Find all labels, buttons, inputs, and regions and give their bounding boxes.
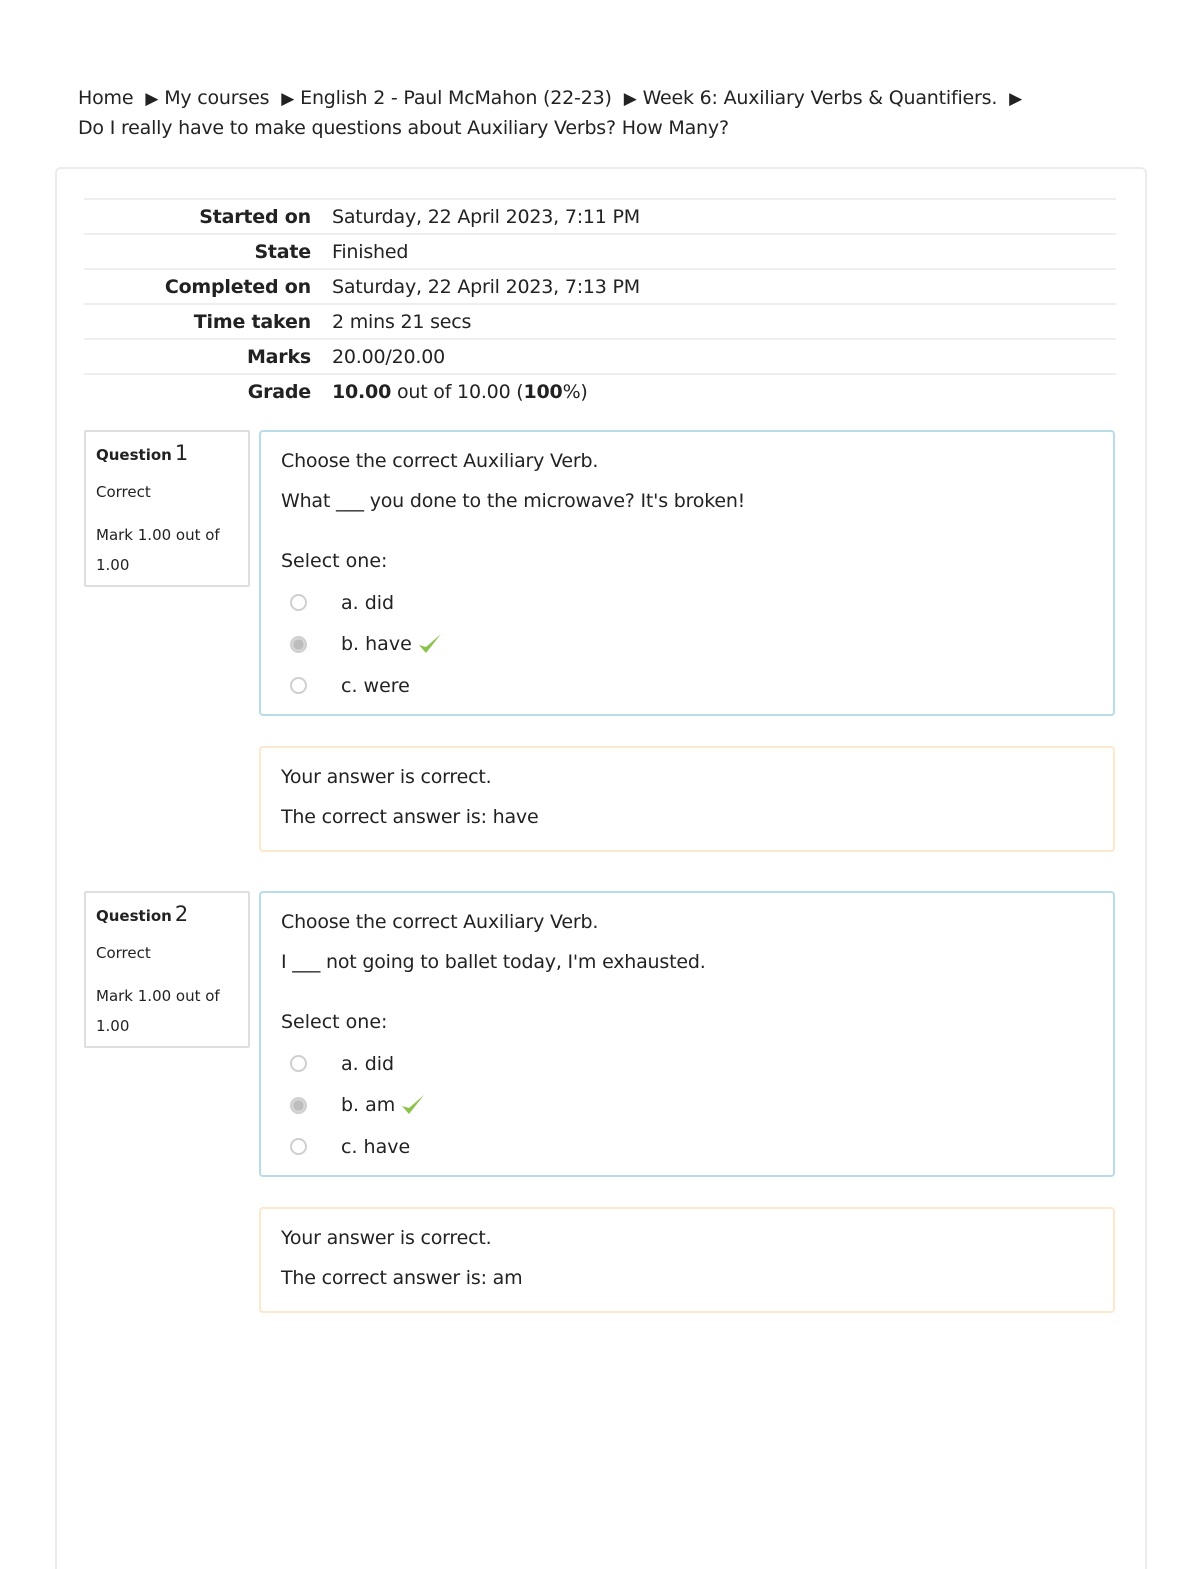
breadcrumb-my-courses-link[interactable]: My courses (164, 87, 270, 109)
breadcrumb-home-link[interactable]: Home (78, 87, 134, 109)
summary-row-grade (84, 373, 1116, 408)
summary-value: 20.00/20.00 (332, 345, 445, 368)
answer-prompt: Select one: (281, 1011, 388, 1033)
check-icon (417, 632, 443, 656)
radio-button[interactable] (290, 594, 307, 611)
radio-button[interactable] (290, 1138, 307, 1155)
summary-value: Saturday, 22 April 2023, 7:11 PM (332, 205, 640, 228)
summary-value (311, 381, 588, 403)
question-number-value: 1 (174, 441, 189, 465)
question-number (96, 903, 238, 927)
question-formulation (259, 891, 1115, 1177)
question-instruction: Choose the correct Auxiliary Verb. (281, 450, 599, 472)
question-info-box (84, 430, 250, 587)
summary-row-time-taken (84, 303, 1116, 338)
breadcrumb-current-page[interactable]: Do I really have to make questions about Auxiliary Verbs? How Many? (78, 117, 729, 139)
summary-label: Grade (247, 380, 311, 403)
summary-row-completed-on (84, 268, 1116, 303)
answer-options (281, 582, 1093, 707)
radio-button[interactable] (290, 1055, 307, 1072)
answer-prompt: Select one: (281, 550, 388, 572)
feedback-correct-answer: The correct answer is: am (281, 1267, 523, 1289)
question-label: Question (96, 907, 172, 925)
answer-option[interactable] (281, 1126, 1093, 1168)
radio-button-checked[interactable] (290, 636, 307, 653)
breadcrumb-separator-icon: ▶ (623, 89, 637, 109)
summary-row-state (84, 233, 1116, 268)
question-state: Correct (96, 944, 151, 962)
answer-options (281, 1043, 1093, 1168)
breadcrumb-separator-icon: ▶ (145, 89, 159, 109)
question-text: What ___ you done to the microwave? It's broken! (281, 490, 746, 512)
feedback-status: Your answer is correct. (281, 766, 492, 788)
grade-suffix: %) (562, 380, 588, 403)
summary-value: Saturday, 22 April 2023, 7:13 PM (332, 275, 640, 298)
answer-option-label: b. have (341, 633, 412, 656)
question-feedback (259, 1207, 1115, 1313)
answer-option[interactable] (281, 665, 1093, 707)
feedback-correct-answer: The correct answer is: have (281, 806, 539, 828)
question-grade: Mark 1.00 out of 1.00 (96, 987, 220, 1035)
grade-out-of: out of 10.00 ( (396, 380, 524, 403)
feedback-status: Your answer is correct. (281, 1227, 492, 1249)
breadcrumb (78, 84, 1138, 143)
summary-value: 2 mins 21 secs (332, 310, 472, 333)
question-grade: Mark 1.00 out of 1.00 (96, 526, 220, 574)
answer-option-label: a. did (341, 591, 395, 614)
breadcrumb-course-link[interactable]: English 2 - Paul McMahon (22-23) (300, 87, 612, 109)
summary-value: Finished (332, 240, 409, 263)
answer-option-selected[interactable] (281, 1085, 1093, 1127)
check-icon (400, 1093, 426, 1117)
answer-option-label: a. did (341, 1052, 395, 1075)
summary-label: State (254, 240, 311, 263)
summary-row-started-on (84, 198, 1116, 233)
quiz-summary-table (84, 198, 1116, 408)
breadcrumb-week-link[interactable]: Week 6: Auxiliary Verbs & Quantifiers. (642, 87, 998, 109)
question-feedback (259, 746, 1115, 852)
grade-percent: 100 (523, 380, 563, 403)
question-text: I ___ not going to ballet today, I'm exhausted. (281, 951, 706, 973)
answer-option[interactable] (281, 1043, 1093, 1085)
radio-button-checked[interactable] (290, 1097, 307, 1114)
breadcrumb-separator-icon: ▶ (281, 89, 295, 109)
summary-label: Completed on (164, 275, 311, 298)
breadcrumb-separator-icon: ▶ (1009, 89, 1023, 109)
question-info-box (84, 891, 250, 1048)
question-instruction: Choose the correct Auxiliary Verb. (281, 911, 599, 933)
answer-option[interactable] (281, 582, 1093, 624)
answer-option-label: c. have (341, 1135, 411, 1158)
grade-score: 10.00 (332, 380, 392, 403)
radio-button[interactable] (290, 677, 307, 694)
summary-label: Started on (199, 205, 311, 228)
summary-label: Time taken (193, 310, 311, 333)
question-label: Question (96, 446, 172, 464)
answer-option-label: b. am (341, 1094, 396, 1117)
question-state: Correct (96, 483, 151, 501)
question-number (96, 442, 238, 466)
summary-row-marks (84, 338, 1116, 373)
answer-option-selected[interactable] (281, 624, 1093, 666)
question-number-value: 2 (174, 902, 189, 926)
answer-option-label: c. were (341, 674, 410, 697)
summary-label: Marks (246, 345, 311, 368)
question-formulation (259, 430, 1115, 716)
